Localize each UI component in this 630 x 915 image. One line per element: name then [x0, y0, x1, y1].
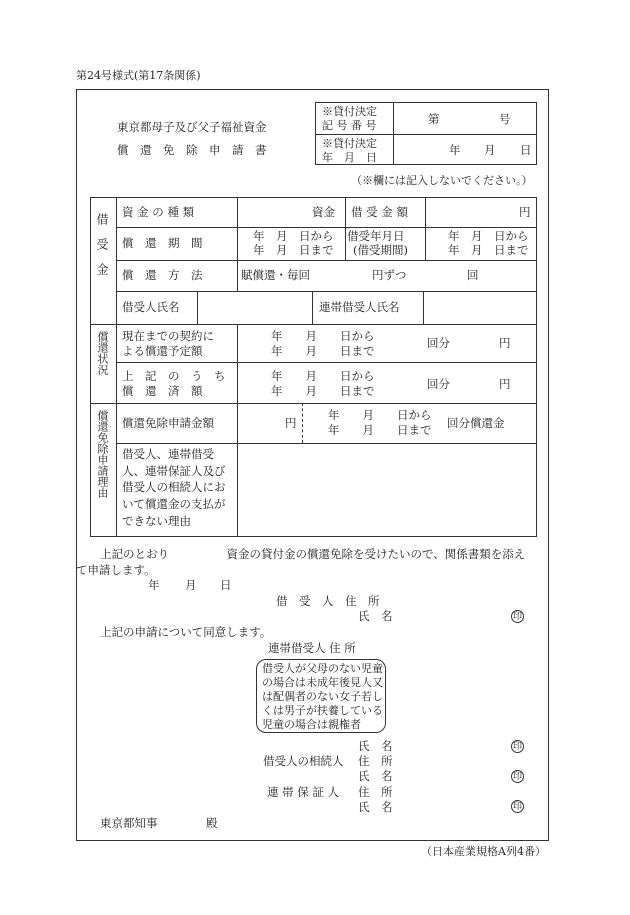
- guardian-note-5: 児童の場合は親権者: [262, 718, 361, 731]
- borrow-period-to: 年 月 日まで: [448, 243, 529, 257]
- fund-type-label: 資 金 の 種 類: [122, 205, 195, 219]
- borrower-seal-icon: 印: [512, 612, 522, 622]
- repayment-period-to: 年 月 日まで: [253, 243, 334, 257]
- planned-installments: 回分: [427, 336, 450, 350]
- planned-label-2: よる償還予定額: [122, 344, 203, 358]
- loan-number-label-2: 記 号 番 号: [322, 119, 377, 132]
- planned-to: 年 月 日まで: [271, 344, 375, 358]
- date-day: 日: [220, 578, 232, 592]
- repaid-label-2: 償 還 済 額: [122, 384, 203, 398]
- exemption-section-label: 償還免除申請理由: [96, 410, 109, 498]
- joint-borrower-name: 氏 名: [358, 739, 393, 753]
- loan-date-day: 日: [520, 143, 532, 157]
- borrowed-amount-label: 借 受 金 額: [351, 205, 408, 219]
- heir-label: 借受人の相続人: [263, 754, 344, 768]
- repaid-from: 年 月 日から: [271, 369, 375, 383]
- joint-borrower-name-label: 連帯借受人氏名: [319, 300, 400, 314]
- planned-yen: 円: [499, 336, 511, 350]
- joint-borrower-address-label: 連帯借受人 住 所: [268, 641, 356, 655]
- method-times: 回: [467, 268, 479, 282]
- repaid-label-1: 上 記 の う ち: [122, 369, 226, 383]
- loan-number-label-1: ※貸付決定: [322, 105, 377, 118]
- form-title: 償 還 免 除 申 請 書: [117, 143, 267, 157]
- method-yen-each: 円ずつ: [372, 268, 407, 282]
- reason-label: 借受人、連帯借受人、連帯保証人及び借受人の相続人において償還金の支払ができない理由: [122, 447, 226, 528]
- planned-from: 年 月 日から: [271, 329, 375, 343]
- borrower-name-label: 借受人氏名: [122, 300, 180, 314]
- fund-suffix: 資金: [312, 205, 335, 219]
- guarantor-seal-icon: 印: [512, 802, 522, 812]
- borrow-period-from: 年 月 日から: [448, 229, 529, 243]
- repayment-period-label: 償 還 期 間: [122, 236, 203, 250]
- paper-size-note: （日本産業規格A列4番）: [421, 845, 546, 858]
- exemption-amount-label: 償還免除申請金額: [122, 416, 214, 430]
- repaid-yen: 円: [499, 377, 511, 391]
- declaration-line-2: て申請します。: [76, 563, 156, 577]
- heir-seal-icon: 印: [512, 772, 522, 782]
- heir-name: 氏 名: [358, 769, 393, 783]
- borrowed-amount-yen: 円: [519, 205, 531, 219]
- guarantor-label: 連 帯 保 証 人: [267, 785, 340, 799]
- loan-number-dai: 第: [428, 112, 440, 126]
- guardian-note-2: の場合は未成年後見人又: [262, 676, 383, 689]
- planned-label-1: 現在までの契約に: [122, 329, 214, 343]
- guarantor-name: 氏 名: [358, 800, 393, 814]
- guardian-note-4: くは男子が扶養している: [262, 704, 383, 717]
- repaid-to: 年 月 日まで: [271, 384, 375, 398]
- date-month: 月: [185, 578, 197, 592]
- repayment-period-from: 年 月 日から: [253, 229, 334, 243]
- joint-borrower-seal-icon: 印: [512, 742, 522, 752]
- method-installment: 賦償還・毎回: [241, 268, 310, 282]
- loan-date-month: 月: [484, 143, 496, 157]
- guardian-note-1: 借受人が父母のない児童: [262, 662, 383, 675]
- office-use-note: （※欄には記入しないでください。）: [351, 174, 533, 187]
- consent-text: 上記の申請について同意します。: [100, 625, 272, 639]
- governor-label: 東京都知事: [100, 816, 158, 830]
- form-id: 第24号様式(第17条関係): [76, 69, 201, 82]
- loan-date-year: 年: [449, 143, 461, 157]
- exemption-to: 年 月 日まで: [328, 423, 432, 437]
- governor-dono: 殿: [206, 816, 218, 830]
- status-section-label: 償還状況: [96, 331, 109, 375]
- org-name: 東京都母子及び父子福祉資金: [117, 120, 267, 134]
- exemption-installment-fund: 回分償還金: [447, 416, 505, 430]
- loan-date-label-1: ※貸付決定: [322, 137, 377, 150]
- declaration-line-1: 上記のとおり 資金の貸付金の償還免除を受けたいので、関係書類を添え: [100, 547, 526, 561]
- exemption-from: 年 月 日から: [328, 408, 432, 422]
- loan-date-label-2: 年 月 日: [322, 151, 377, 164]
- heir-address: 住 所: [358, 754, 393, 768]
- borrower-name: 氏 名: [358, 609, 393, 623]
- borrow-date-label: 借受年月日: [347, 229, 405, 243]
- borrow-period-label: (借受期間): [353, 243, 408, 257]
- borrower-address-label: 借 受 人 住 所: [276, 594, 380, 608]
- date-year: 年: [148, 578, 160, 592]
- repaid-installments: 回分: [427, 377, 450, 391]
- exemption-yen: 円: [285, 416, 297, 430]
- guarantor-address: 住 所: [358, 785, 393, 799]
- repayment-method-label: 償 還 方 法: [122, 268, 203, 282]
- loan-number-go: 号: [499, 112, 511, 126]
- guardian-note-3: は配偶者のない女子若し: [262, 690, 383, 703]
- loan-section-label: 借受金: [95, 213, 109, 288]
